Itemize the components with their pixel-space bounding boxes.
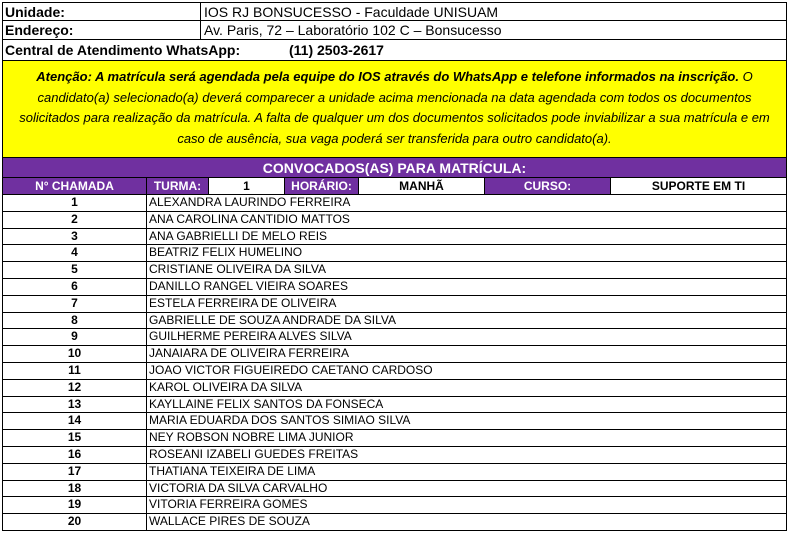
enrollment-sheet <box>2 2 787 531</box>
candidate-name: KAYLLAINE FELIX SANTOS DA FONSECA <box>149 396 384 411</box>
candidate-name: ANA CAROLINA CANTIDIO MATTOS <box>149 211 350 226</box>
table-row <box>2 363 787 380</box>
table-row <box>2 497 787 514</box>
turma-value: 1 <box>209 178 285 194</box>
chamada-number: 8 <box>3 313 147 329</box>
candidate-name: THATIANA TEIXEIRA DE LIMA <box>149 463 316 478</box>
whatsapp-label: Central de Atendimento WhatsApp: <box>5 42 241 58</box>
candidate-name: JOAO VICTOR FIGUEIREDO CAETANO CARDOSO <box>149 362 433 377</box>
unidade-label: Unidade: <box>3 3 201 20</box>
table-row <box>2 514 787 531</box>
whatsapp-number: (11) 2503-2617 <box>289 42 384 58</box>
chamada-number: 20 <box>3 514 147 530</box>
table-row <box>2 481 787 498</box>
candidate-name: MARIA EDUARDA DOS SANTOS SIMIAO SILVA <box>149 413 411 428</box>
chamada-number: 1 <box>3 195 147 211</box>
horario-label: HORÁRIO: <box>285 178 359 194</box>
convocados-list <box>2 195 787 531</box>
table-row <box>2 195 787 212</box>
chamada-number: 5 <box>3 262 147 278</box>
table-row <box>2 313 787 330</box>
candidate-name: WALLACE PIRES DE SOUZA <box>149 514 310 529</box>
candidate-name: JANAIARA DE OLIVEIRA FERREIRA <box>149 346 350 361</box>
candidate-name: KAROL OLIVEIRA DA SILVA <box>149 379 303 394</box>
turma-label: TURMA: <box>147 178 209 194</box>
table-row <box>2 447 787 464</box>
chamada-number: 18 <box>3 481 147 497</box>
chamada-number: 4 <box>3 245 147 261</box>
candidate-name: VITORIA FERREIRA GOMES <box>149 497 308 512</box>
chamada-number: 12 <box>3 380 147 396</box>
candidate-name: GABRIELLE DE SOUZA ANDRADE DA SILVA <box>149 312 396 327</box>
chamada-number: 7 <box>3 296 147 312</box>
whatsapp-row <box>2 40 787 61</box>
chamada-number: 17 <box>3 464 147 480</box>
chamada-number: 10 <box>3 346 147 362</box>
candidate-name: ALEXANDRA LAURINDO FERREIRA <box>149 195 351 209</box>
endereco-row <box>2 21 787 40</box>
convocados-title: CONVOCADOS(AS) PARA MATRÍCULA: <box>2 158 787 178</box>
chamada-number: 16 <box>3 447 147 463</box>
unidade-row <box>2 2 787 21</box>
table-row <box>2 296 787 313</box>
table-row <box>2 262 787 279</box>
attention-notice <box>2 61 787 158</box>
unidade-value: IOS RJ BONSUCESSO - Faculdade UNISUAM <box>204 4 499 20</box>
chamada-number: 3 <box>3 229 147 245</box>
table-row <box>2 245 787 262</box>
table-row <box>2 397 787 414</box>
curso-label: CURSO: <box>485 178 611 194</box>
chamada-number: 11 <box>3 363 147 379</box>
table-row <box>2 413 787 430</box>
chamada-number: 6 <box>3 279 147 295</box>
chamada-number: 14 <box>3 413 147 429</box>
candidate-name: BEATRIZ FELIX HUMELINO <box>149 245 303 260</box>
candidate-name: ANA GABRIELLI DE MELO REIS <box>149 228 328 243</box>
horario-value: MANHÃ <box>359 178 485 194</box>
chamada-number: 2 <box>3 212 147 228</box>
chamada-number: 15 <box>3 430 147 446</box>
chamada-number: 19 <box>3 497 147 513</box>
candidate-name: DANILLO RANGEL VIEIRA SOARES <box>149 278 348 293</box>
col-chamada-header: N° CHAMADA <box>3 178 147 194</box>
candidate-name: NEY ROBSON NOBRE LIMA JUNIOR <box>149 430 354 445</box>
table-row <box>2 279 787 296</box>
notice-body-text: O candidato(a) selecionado(a) deverá comparecer a unidade acima mencionada na data agendada com todos os documentos solicitados para realização da matrícula. A falta de qualquer um dos documentos solicitados pode inviabilizar a sua matrícula e em caso de ausência, sua vaga poderá ser transferida para outro candidato(a). <box>19 69 770 146</box>
endereco-value: Av. Paris, 72 – Laboratório 102 C – Bonsucesso <box>204 22 502 38</box>
table-row <box>2 464 787 481</box>
curso-value: SUPORTE EM TI <box>611 178 786 194</box>
table-header-row <box>2 178 787 195</box>
table-row <box>2 346 787 363</box>
table-row <box>2 329 787 346</box>
table-row <box>2 430 787 447</box>
candidate-name: ESTELA FERREIRA DE OLIVEIRA <box>149 295 337 310</box>
chamada-number: 9 <box>3 329 147 345</box>
table-row <box>2 229 787 246</box>
candidate-name: ROSEANI IZABELI GUEDES FREITAS <box>149 446 359 461</box>
chamada-number: 13 <box>3 397 147 413</box>
candidate-name: CRISTIANE OLIVEIRA DA SILVA <box>149 262 326 277</box>
candidate-name: VICTORIA DA SILVA CARVALHO <box>149 480 328 495</box>
notice-bold-text: Atenção: A matrícula será agendada pela equipe do IOS através do WhatsApp e telefone informados na inscrição. <box>36 69 739 84</box>
endereco-label: Endereço: <box>3 21 201 39</box>
table-row <box>2 212 787 229</box>
table-row <box>2 380 787 397</box>
candidate-name: GUILHERME PEREIRA ALVES SILVA <box>149 329 352 344</box>
